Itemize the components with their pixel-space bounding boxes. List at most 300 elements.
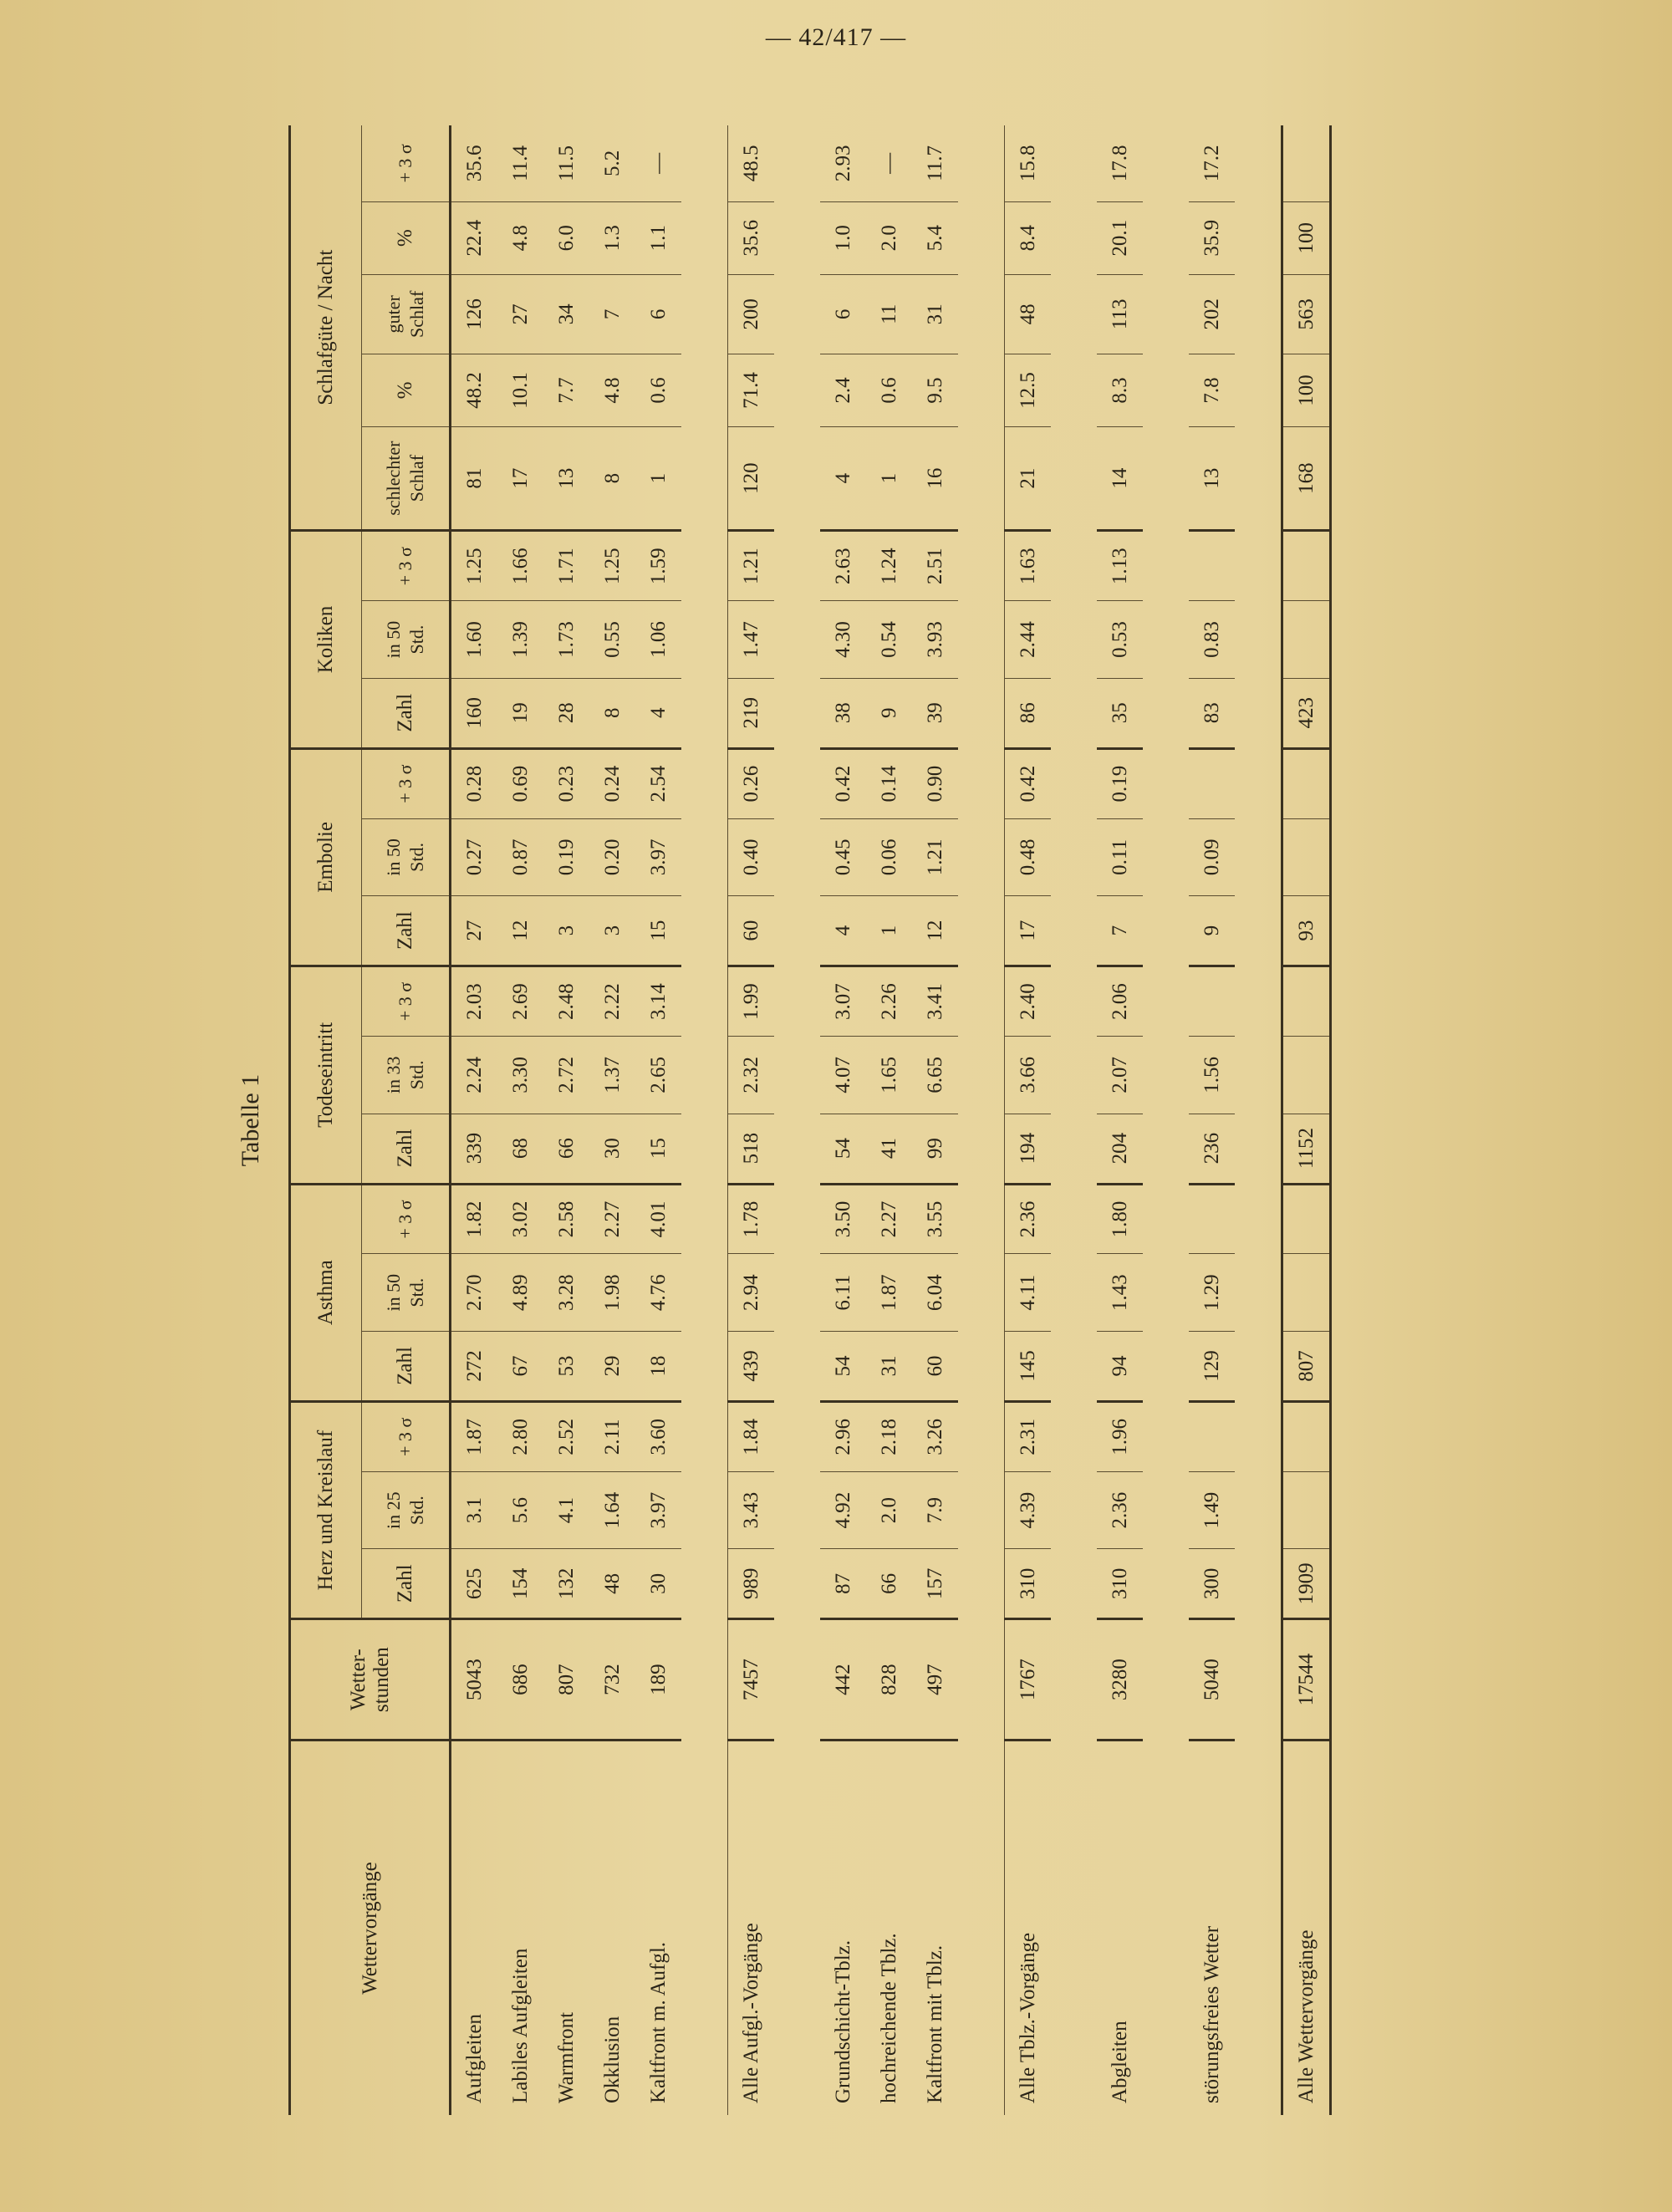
cell-ko-sigma: 1.71 (543, 531, 589, 601)
cell-as-sigma: 2.58 (543, 1184, 589, 1254)
cell-td-rate: 2.07 (1097, 1037, 1143, 1114)
cell-schlaf-gut: 200 (728, 274, 775, 354)
cell-as-zahl: 272 (451, 1332, 498, 1402)
header-zahl: Zahl (362, 1332, 451, 1402)
spacer-row (958, 125, 1005, 2115)
cell-schlaf-schlecht-pct: 12.5 (1005, 354, 1052, 427)
cell-td-zahl: 15 (635, 1114, 681, 1184)
cell-em-rate: 0.06 (866, 818, 912, 896)
cell-hk-sigma: 2.80 (497, 1401, 543, 1471)
cell-td-rate: 3.66 (1005, 1037, 1052, 1114)
cell-as-zahl: 53 (543, 1332, 589, 1402)
spacer-cell (1235, 125, 1282, 2115)
cell-ko-rate: 0.55 (589, 601, 635, 679)
cell-schlaf-sigma: 5.2 (589, 125, 635, 201)
cell-td-sigma: 1.99 (728, 966, 775, 1037)
cell-em-sigma: 0.23 (543, 748, 589, 818)
table-row (820, 125, 866, 2115)
cell-hk-zahl: 1909 (1282, 1549, 1331, 1619)
cell-ko-rate: 2.44 (1005, 601, 1052, 679)
cell-hk-rate: 5.6 (497, 1471, 543, 1549)
row-label: Grundschicht-Tblz. (831, 1939, 854, 2103)
cell-as-zahl: 145 (1005, 1332, 1052, 1402)
cell-schlaf-sigma: 35.6 (451, 125, 498, 201)
cell-as-rate: 4.11 (1005, 1254, 1052, 1332)
cell-ko-sigma (1282, 531, 1331, 601)
cell-schlaf-schlecht-pct: 9.5 (912, 354, 958, 427)
cell-schlaf-schlecht-pct: 48.2 (451, 354, 498, 427)
cell-ko-rate (1282, 601, 1331, 679)
cell-schlaf-sigma: 48.5 (728, 125, 775, 201)
cell-wetterstunden: 732 (589, 1619, 635, 1741)
cell-td-sigma: 3.14 (635, 966, 681, 1037)
cell-schlaf-schlecht: 14 (1097, 426, 1143, 530)
cell-em-sigma: 0.90 (912, 748, 958, 818)
header-plus-3-sigma: + 3 σ (362, 1401, 451, 1471)
cell-as-rate: 6.11 (820, 1254, 866, 1332)
cell-em-sigma: 0.42 (820, 748, 866, 818)
cell-em-rate: 0.11 (1097, 818, 1143, 896)
cell-wetterstunden: 686 (497, 1619, 543, 1741)
cell-hk-sigma: 2.11 (589, 1401, 635, 1471)
cell-em-zahl: 4 (820, 896, 866, 966)
cell-td-zahl: 68 (497, 1114, 543, 1184)
header-in-50: in 50 Std. (362, 1254, 451, 1332)
cell-wetterstunden: 828 (866, 1619, 912, 1741)
header-zahl: Zahl (362, 1549, 451, 1619)
cell-hk-rate: 4.1 (543, 1471, 589, 1549)
cell-ko-sigma: 1.63 (1005, 531, 1052, 601)
table-row (912, 125, 958, 2115)
cell-as-sigma: 2.27 (589, 1184, 635, 1254)
cell-em-rate: 1.21 (912, 818, 958, 896)
cell-wetterstunden: 7457 (728, 1619, 775, 1741)
table-row (635, 125, 681, 2115)
cell-td-sigma: 2.26 (866, 966, 912, 1037)
cell-em-sigma: 0.14 (866, 748, 912, 818)
cell-em-zahl: 7 (1097, 896, 1143, 966)
cell-ko-zahl: 38 (820, 678, 866, 748)
cell-td-zahl: 339 (451, 1114, 498, 1184)
cell-schlaf-schlecht: 17 (497, 426, 543, 530)
table-row (589, 125, 635, 2115)
header-percent: % (362, 201, 451, 274)
cell-as-rate: 3.28 (543, 1254, 589, 1332)
row-label: Kaltfront mit Tblz. (923, 1944, 946, 2103)
cell-hk-rate: 3.97 (635, 1471, 681, 1549)
cell-ko-rate: 1.60 (451, 601, 498, 679)
cell-em-zahl: 12 (912, 896, 958, 966)
cell-schlaf-schlecht: 16 (912, 426, 958, 530)
cell-wetterstunden: 3280 (1097, 1619, 1143, 1741)
cell-td-zahl: 66 (543, 1114, 589, 1184)
cell-schlaf-schlecht: 21 (1005, 426, 1052, 530)
cell-schlaf-sigma (1282, 125, 1331, 201)
cell-hk-rate: 4.92 (820, 1471, 866, 1549)
header-plus-3-sigma: + 3 σ (362, 125, 451, 201)
cell-schlaf-sigma: 11.4 (497, 125, 543, 201)
cell-hk-zahl: 157 (912, 1549, 958, 1619)
header-in-33: in 33 Std. (362, 1037, 451, 1114)
row-label: Alle Tblz.-Vorgänge (1005, 1741, 1052, 2116)
cell-ko-rate: 0.83 (1189, 601, 1235, 679)
cell-hk-sigma (1282, 1401, 1331, 1471)
cell-as-sigma (1282, 1184, 1331, 1254)
header-zahl: Zahl (362, 1114, 451, 1184)
cell-td-rate: 2.24 (451, 1037, 498, 1114)
cell-td-zahl: 1152 (1282, 1114, 1331, 1184)
cell-ko-zahl: 86 (1005, 678, 1052, 748)
cell-em-zahl: 27 (451, 896, 498, 966)
cell-schlaf-sigma: 15.8 (1005, 125, 1052, 201)
cell-wetterstunden: 5040 (1189, 1619, 1235, 1741)
cell-em-rate: 0.45 (820, 818, 866, 896)
cell-em-rate: 0.27 (451, 818, 498, 896)
header-plus-3-sigma: + 3 σ (362, 531, 451, 601)
cell-td-rate: 1.56 (1189, 1037, 1235, 1114)
spacer-cell (1143, 125, 1189, 2115)
cell-hk-sigma: 1.84 (728, 1401, 775, 1471)
cell-ko-zahl: 35 (1097, 678, 1143, 748)
cell-hk-sigma: 2.96 (820, 1401, 866, 1471)
cell-ko-sigma: 1.21 (728, 531, 775, 601)
cell-hk-rate: 4.39 (1005, 1471, 1052, 1549)
cell-ko-rate: 1.47 (728, 601, 775, 679)
cell-td-rate: 2.72 (543, 1037, 589, 1114)
cell-em-sigma: 0.24 (589, 748, 635, 818)
cell-schlaf-sigma: — (866, 125, 912, 201)
cell-ko-zahl: 160 (451, 678, 498, 748)
row-label: Aufgleiten (462, 2014, 486, 2103)
cell-as-sigma: 4.01 (635, 1184, 681, 1254)
cell-schlaf-gut-pct: 8.4 (1005, 201, 1052, 274)
cell-schlaf-gut: 48 (1005, 274, 1052, 354)
cell-as-rate: 1.87 (866, 1254, 912, 1332)
cell-as-rate: 2.94 (728, 1254, 775, 1332)
cell-em-sigma: 0.28 (451, 748, 498, 818)
cell-td-zahl: 41 (866, 1114, 912, 1184)
cell-hk-sigma (1189, 1401, 1235, 1471)
table-row (1189, 125, 1235, 2115)
cell-em-rate: 0.20 (589, 818, 635, 896)
cell-em-rate (1282, 818, 1331, 896)
cell-schlaf-gut: 6 (820, 274, 866, 354)
cell-as-rate (1282, 1254, 1331, 1332)
cell-as-sigma: 1.78 (728, 1184, 775, 1254)
cell-schlaf-gut-pct: 35.9 (1189, 201, 1235, 274)
spacer-cell (774, 125, 820, 2115)
cell-schlaf-gut: 563 (1282, 274, 1331, 354)
cell-em-zahl: 17 (1005, 896, 1052, 966)
table-row (1097, 125, 1143, 2115)
cell-td-sigma (1282, 966, 1331, 1037)
cell-as-zahl: 31 (866, 1332, 912, 1402)
cell-td-rate: 4.07 (820, 1037, 866, 1114)
cell-hk-zahl: 310 (1097, 1549, 1143, 1619)
spacer-row (1051, 125, 1097, 2115)
cell-td-sigma: 2.40 (1005, 966, 1052, 1037)
cell-td-zahl: 54 (820, 1114, 866, 1184)
cell-as-zahl: 94 (1097, 1332, 1143, 1402)
cell-ko-rate: 0.53 (1097, 601, 1143, 679)
spacer-cell (958, 125, 1005, 2115)
cell-schlaf-gut: 202 (1189, 274, 1235, 354)
cell-td-rate: 1.65 (866, 1037, 912, 1114)
cell-hk-rate: 3.1 (451, 1471, 498, 1549)
cell-td-sigma: 2.06 (1097, 966, 1143, 1037)
cell-wetterstunden: 5043 (451, 1619, 498, 1741)
cell-schlaf-gut: 113 (1097, 274, 1143, 354)
cell-hk-zahl: 132 (543, 1549, 589, 1619)
table-row (1005, 125, 1052, 2115)
cell-schlaf-gut-pct: 2.0 (866, 201, 912, 274)
cell-ko-sigma: 1.25 (451, 531, 498, 601)
cell-ko-sigma: 2.63 (820, 531, 866, 601)
cell-em-rate: 0.19 (543, 818, 589, 896)
header-zahl: Zahl (362, 678, 451, 748)
page-number: — 42/417 — (765, 23, 907, 51)
cell-em-sigma: 0.42 (1005, 748, 1052, 818)
header-zahl: Zahl (362, 896, 451, 966)
cell-em-zahl: 12 (497, 896, 543, 966)
cell-em-sigma: 0.26 (728, 748, 775, 818)
cell-hk-sigma: 1.87 (451, 1401, 498, 1471)
cell-ko-sigma: 1.24 (866, 531, 912, 601)
cell-as-rate: 2.70 (451, 1254, 498, 1332)
weather-table (288, 125, 1332, 2115)
cell-hk-rate: 1.49 (1189, 1471, 1235, 1549)
cell-schlaf-schlecht-pct: 7.7 (543, 354, 589, 427)
cell-hk-sigma: 2.31 (1005, 1401, 1052, 1471)
cell-ko-zahl: 8 (589, 678, 635, 748)
cell-schlaf-schlecht-pct: 4.8 (589, 354, 635, 427)
cell-em-zahl: 1 (866, 896, 912, 966)
cell-em-rate: 0.48 (1005, 818, 1052, 896)
cell-schlaf-gut-pct: 6.0 (543, 201, 589, 274)
cell-schlaf-schlecht: 8 (589, 426, 635, 530)
cell-ko-zahl: 83 (1189, 678, 1235, 748)
cell-schlaf-gut: 34 (543, 274, 589, 354)
cell-schlaf-schlecht-pct: 10.1 (497, 354, 543, 427)
table-row (497, 125, 543, 2115)
cell-as-sigma: 3.02 (497, 1184, 543, 1254)
row-label: Okklusion (600, 2016, 624, 2103)
cell-em-rate: 0.09 (1189, 818, 1235, 896)
cell-ko-sigma: 2.51 (912, 531, 958, 601)
cell-schlaf-sigma: 17.8 (1097, 125, 1143, 201)
cell-as-zahl: 807 (1282, 1332, 1331, 1402)
cell-schlaf-gut-pct: 1.3 (589, 201, 635, 274)
row-label: Kaltfront m. Aufgl. (646, 1941, 670, 2103)
cell-schlaf-schlecht-pct: 100 (1282, 354, 1331, 427)
cell-ko-sigma (1189, 531, 1235, 601)
cell-hk-zahl: 154 (497, 1549, 543, 1619)
header-group-asthma: Asthma (290, 1184, 362, 1401)
cell-ko-rate: 3.93 (912, 601, 958, 679)
cell-hk-sigma: 1.96 (1097, 1401, 1143, 1471)
row-label: Alle Wettervorgänge (1282, 1741, 1331, 2116)
cell-schlaf-gut: 6 (635, 274, 681, 354)
cell-schlaf-schlecht-pct: 8.3 (1097, 354, 1143, 427)
cell-schlaf-schlecht-pct: 7.8 (1189, 354, 1235, 427)
cell-schlaf-schlecht: 1 (635, 426, 681, 530)
cell-ko-rate: 4.30 (820, 601, 866, 679)
cell-schlaf-gut: 27 (497, 274, 543, 354)
table-caption: Tabelle 1 (237, 1073, 264, 1167)
cell-schlaf-schlecht: 120 (728, 426, 775, 530)
cell-as-zahl: 54 (820, 1332, 866, 1402)
cell-schlaf-sigma: 2.93 (820, 125, 866, 201)
cell-wetterstunden: 497 (912, 1619, 958, 1741)
header-group-koliken: Koliken (290, 531, 362, 748)
cell-schlaf-gut-pct: 4.8 (497, 201, 543, 274)
table-row (451, 125, 498, 2115)
row-label: Labiles Aufgleiten (508, 1948, 532, 2103)
table-row (543, 125, 589, 2115)
cell-em-rate: 0.40 (728, 818, 775, 896)
cell-hk-rate: 7.9 (912, 1471, 958, 1549)
cell-hk-sigma: 2.52 (543, 1401, 589, 1471)
cell-td-rate: 2.65 (635, 1037, 681, 1114)
cell-td-sigma: 2.22 (589, 966, 635, 1037)
cell-as-sigma: 1.80 (1097, 1184, 1143, 1254)
cell-td-rate: 3.30 (497, 1037, 543, 1114)
spacer-row (1143, 125, 1189, 2115)
cell-hk-sigma: 3.60 (635, 1401, 681, 1471)
cell-ko-zahl: 219 (728, 678, 775, 748)
cell-hk-sigma: 3.26 (912, 1401, 958, 1471)
header-wettervorgaenge: Wettervorgänge (358, 1862, 381, 1995)
rotated-table-sheet (226, 125, 1318, 2115)
cell-wetterstunden: 442 (820, 1619, 866, 1741)
cell-td-rate: 1.37 (589, 1037, 635, 1114)
row-label: störungsfreies Wetter (1200, 1925, 1223, 2103)
cell-hk-zahl: 989 (728, 1549, 775, 1619)
cell-em-zahl: 3 (589, 896, 635, 966)
header-plus-3-sigma: + 3 σ (362, 748, 451, 818)
cell-ko-sigma: 1.59 (635, 531, 681, 601)
cell-td-zahl: 99 (912, 1114, 958, 1184)
cell-ko-zahl: 39 (912, 678, 958, 748)
cell-as-sigma: 1.82 (451, 1184, 498, 1254)
header-percent: % (362, 354, 451, 427)
cell-as-rate: 4.89 (497, 1254, 543, 1332)
cell-td-zahl: 30 (589, 1114, 635, 1184)
cell-td-sigma: 2.48 (543, 966, 589, 1037)
cell-em-sigma (1189, 748, 1235, 818)
cell-td-zahl: 236 (1189, 1114, 1235, 1184)
header-in-50: in 50 Std. (362, 601, 451, 679)
cell-schlaf-schlecht-pct: 2.4 (820, 354, 866, 427)
header-group-embolie: Embolie (290, 748, 362, 966)
cell-em-zahl: 9 (1189, 896, 1235, 966)
header-group-todeseintritt: Todeseintritt (290, 966, 362, 1184)
cell-schlaf-schlecht: 13 (543, 426, 589, 530)
header-guter-schlaf: guter Schlaf (362, 274, 451, 354)
cell-hk-rate: 2.0 (866, 1471, 912, 1549)
cell-as-sigma: 2.27 (866, 1184, 912, 1254)
spacer-cell (681, 125, 728, 2115)
table-row (1282, 125, 1331, 2115)
cell-hk-zahl: 87 (820, 1549, 866, 1619)
cell-hk-zahl: 625 (451, 1549, 498, 1619)
cell-schlaf-sigma: 11.5 (543, 125, 589, 201)
cell-schlaf-gut-pct: 35.6 (728, 201, 775, 274)
cell-hk-sigma: 2.18 (866, 1401, 912, 1471)
cell-as-sigma: 3.50 (820, 1184, 866, 1254)
cell-schlaf-gut: 7 (589, 274, 635, 354)
cell-wetterstunden: 1767 (1005, 1619, 1052, 1741)
cell-as-sigma: 3.55 (912, 1184, 958, 1254)
cell-em-rate: 0.87 (497, 818, 543, 896)
cell-hk-zahl: 310 (1005, 1549, 1052, 1619)
row-label: Alle Aufgl.-Vorgänge (728, 1741, 775, 2116)
cell-em-zahl: 3 (543, 896, 589, 966)
cell-as-rate: 4.76 (635, 1254, 681, 1332)
cell-td-sigma: 2.03 (451, 966, 498, 1037)
cell-ko-zahl: 28 (543, 678, 589, 748)
cell-schlaf-schlecht-pct: 0.6 (866, 354, 912, 427)
header-wetterstunden: Wetter-stunden (290, 1619, 451, 1741)
cell-em-sigma (1282, 748, 1331, 818)
cell-hk-zahl: 30 (635, 1549, 681, 1619)
cell-ko-rate: 1.06 (635, 601, 681, 679)
cell-schlaf-gut-pct: 20.1 (1097, 201, 1143, 274)
cell-wetterstunden: 189 (635, 1619, 681, 1741)
cell-td-sigma: 2.69 (497, 966, 543, 1037)
cell-as-zahl: 18 (635, 1332, 681, 1402)
cell-hk-rate: 2.36 (1097, 1471, 1143, 1549)
spacer-row (1235, 125, 1282, 2115)
cell-ko-zahl: 423 (1282, 678, 1331, 748)
cell-td-zahl: 518 (728, 1114, 775, 1184)
row-label: Abgleiten (1108, 2021, 1131, 2103)
cell-as-rate: 1.98 (589, 1254, 635, 1332)
cell-schlaf-schlecht: 168 (1282, 426, 1331, 530)
cell-em-sigma: 0.19 (1097, 748, 1143, 818)
cell-em-sigma: 2.54 (635, 748, 681, 818)
cell-em-zahl: 15 (635, 896, 681, 966)
cell-as-sigma (1189, 1184, 1235, 1254)
table-row (728, 125, 775, 2115)
cell-ko-sigma: 1.66 (497, 531, 543, 601)
header-group-schlafguete: Schlafgüte / Nacht (290, 125, 362, 531)
table-body (451, 125, 1331, 2115)
cell-schlaf-schlecht: 4 (820, 426, 866, 530)
cell-wetterstunden: 807 (543, 1619, 589, 1741)
cell-ko-sigma: 1.25 (589, 531, 635, 601)
header-in-25: in 25 Std. (362, 1471, 451, 1549)
header-plus-3-sigma: + 3 σ (362, 966, 451, 1037)
cell-schlaf-schlecht: 13 (1189, 426, 1235, 530)
cell-schlaf-schlecht-pct: 71.4 (728, 354, 775, 427)
cell-ko-zahl: 9 (866, 678, 912, 748)
cell-td-sigma (1189, 966, 1235, 1037)
cell-schlaf-gut: 126 (451, 274, 498, 354)
cell-schlaf-gut-pct: 22.4 (451, 201, 498, 274)
spacer-row (681, 125, 728, 2115)
cell-schlaf-schlecht-pct: 0.6 (635, 354, 681, 427)
cell-hk-rate: 1.64 (589, 1471, 635, 1549)
cell-ko-zahl: 4 (635, 678, 681, 748)
cell-ko-rate: 1.39 (497, 601, 543, 679)
cell-as-zahl: 129 (1189, 1332, 1235, 1402)
cell-schlaf-gut-pct: 1.1 (635, 201, 681, 274)
spacer-row (774, 125, 820, 2115)
cell-schlaf-gut-pct: 1.0 (820, 201, 866, 274)
header-plus-3-sigma: + 3 σ (362, 1184, 451, 1254)
cell-td-rate (1282, 1037, 1331, 1114)
